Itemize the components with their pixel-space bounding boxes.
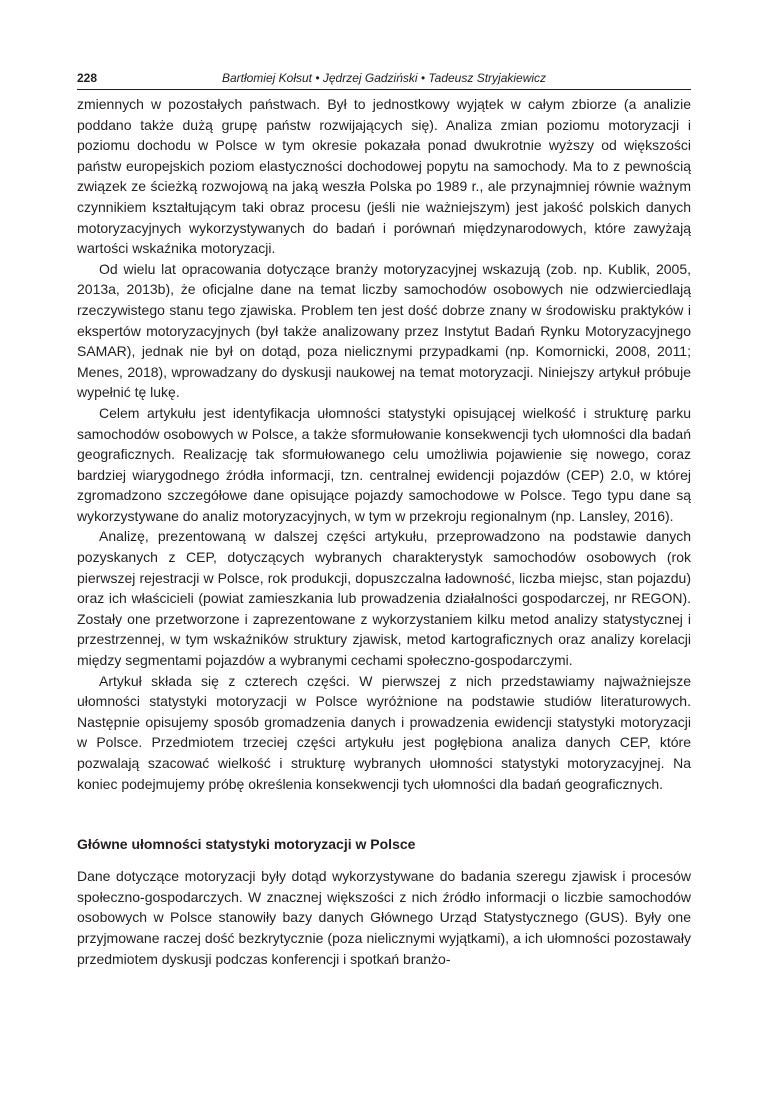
running-head (77, 70, 691, 90)
body-paragraph: Analizę, prezentowaną w dalszej części artykułu, przeprowadzono na podstawie danych pozyskanych z CEP, dotyczących wybranych charakterystyk samochodów osobowych (rok pierwszej rejestracji w Polsce, rok produkcji, dopuszczalna ładowność, liczba miejsc, stan pojazdu) oraz ich właścicieli (powiat zamieszkania lub prowadzenia działalności gospodarczej, nr REGON). Zostały one przetworzone i zaprezentowane z wykorzystaniem kilku metod analizy statystycznej i przestrzennej, w tym wskaźników struktury zjawisk, metod kartograficznych oraz analizy korelacji między segmentami pojazdów a wybranymi cechami społeczno-gospodarczymi. (77, 528, 691, 669)
page-number: 228 (77, 71, 98, 85)
body-paragraph: zmiennych w pozostałych państwach. Był to jednostkowy wyjątek w całym zbiorze (a analizie poddano także dużą grupę państw rozwijających się). Analiza zmian poziomu motoryzacji i poziomu dochodu w Polsce w tym okresie pokazała ponad dwukrotnie wyższy od większości państw europejskich poziom elastyczności dochodowej popytu na samochody. Ma to z pewnością związek ze ścieżką rozwojową na jaką weszła Polska po 1989 r., ale przynajmniej równie ważnym czynnikiem kształtującym taki obraz procesu (jeśli nie ważniejszym) jest jakość polskich danych motoryzacyjnych wykorzystywanych do badań i porównań międzynarodowych, które zawyżają wartości wskaźnika motoryzacji. (77, 96, 691, 257)
body-paragraph: Od wielu lat opracowania dotyczące branży motoryzacyjnej wskazują (zob. np. Kublik, 2005, 2013a, 2013b), że oficjalne dane na temat liczby samochodów osobowych nie odzwierciedlają rzeczywistego stanu tego zjawiska. Problem ten jest dość dobrze znany w środowisku praktyków i ekspertów motoryzacyjnych (był także analizowany przez Instytut Badań Rynku Motoryzacyjnego SAMAR), jednak nie był on dotąd, poza nielicznymi przypadkami (np. Komornicki, 2008, 2011; Menes, 2018), wprowadzany do dyskusji naukowej na temat motoryzacji. Niniejszy artykuł próbuje wypełnić tę lukę. (77, 260, 691, 401)
section-paragraph: Dane dotyczące motoryzacji były dotąd wykorzystywane do badania szeregu zjawisk i procesów społeczno-gospodarczych. W znacznej większości z nich źródło informacji o liczbie samochodów osobowych w Polsce stanowiły bazy danych Głównego Urząd Statystycznego (GUS). Były one przyjmowane raczej dość bezkrytycznie (poza nielicznymi wyjątkami), a ich ułomności pozostawały przedmiotem dyskusji podczas konferencji i spotkań branżo- (77, 868, 691, 967)
running-head-authors: Bartłomiej Kołsut • Jędrzej Gadziński • Tadeusz Stryjakiewicz (221, 71, 547, 85)
section-heading: Główne ułomności statystyki motoryzacji w Polsce (77, 836, 416, 853)
body-paragraph: Celem artykułu jest identyfikacja ułomności statystyki opisującej wielkość i strukturę parku samochodów osobowych w Polsce, a także sformułowanie konsekwencji tych ułomności dla badań geograficznych. Realizację tak sformułowanego celu umożliwia pojawienie się nowego, coraz bardziej wiarygodnego źródła informacji, tzn. centralnej ewidencji pojazdów (CEP) 2.0, w której zgromadzono szczegółowe dane opisujące pojazdy samochodowe w Polsce. Tego typu dane są wykorzystywane do analiz motoryzacyjnych, w tym w przekroju regionalnym (np. Lansley, 2016). (77, 404, 691, 524)
body-paragraph: Artykuł składa się z czterech części. W pierwszej z nich przedstawiamy najważniejsze ułomności statystyki motoryzacji w Polsce wyróżnione na podstawie studiów literaturowych. Następnie opisujemy sposób gromadzenia danych i prowadzenia ewidencji statystyki motoryzacji w Polsce. Przedmiotem trzeciej części artykułu jest pogłębiona analiza danych CEP, które pozwalają szacować wielkość i strukturę wybranych ułomności statystyki motoryzacyjnej. Na koniec podejmujemy próbę określenia konsekwencji tych ułomności dla badań geograficznych. (77, 672, 691, 792)
page (77, 70, 691, 969)
